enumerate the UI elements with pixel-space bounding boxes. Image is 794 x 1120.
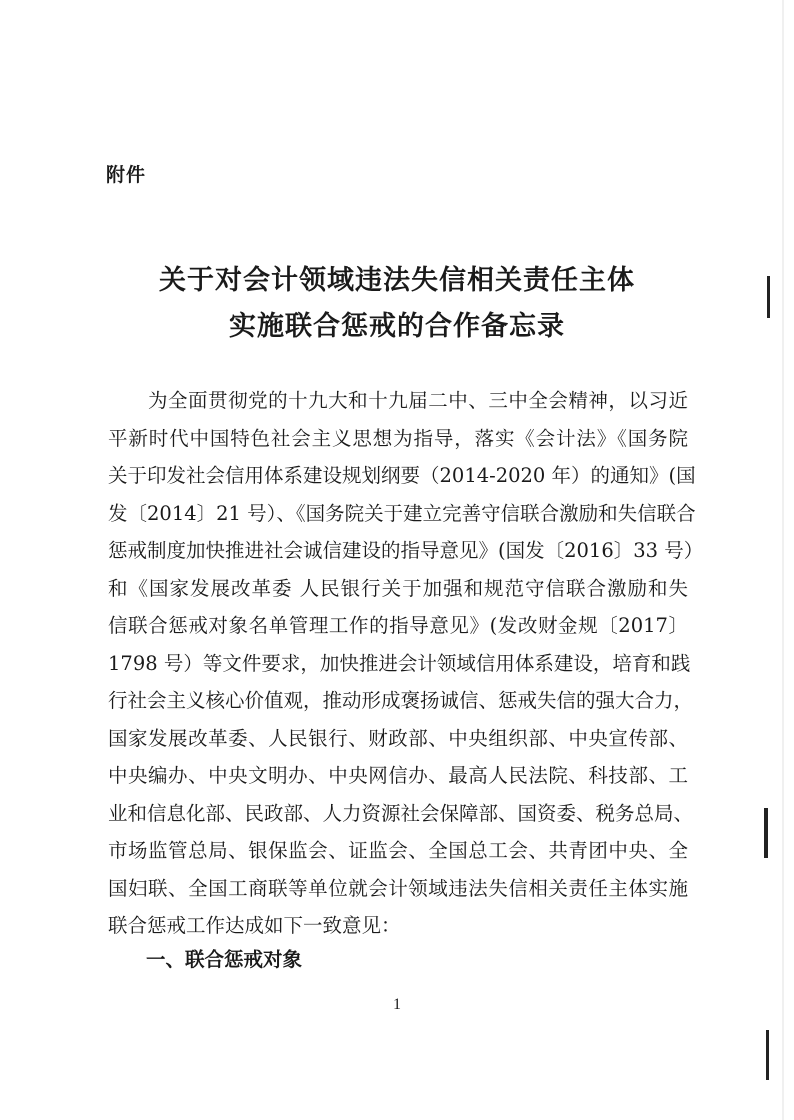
page-number: 1 (393, 996, 401, 1013)
body-line: 和《国家发展改革委 人民银行关于加强和规范守信联合激励和失 (108, 576, 688, 600)
scan-edge-mark (766, 1030, 769, 1080)
body-line: 为全面贯彻党的十九大和十九届二中、三中全会精神，以习近 (148, 389, 688, 412)
scan-edge-shadow (782, 0, 784, 1120)
body-line: 行社会主义核心价值观，推动形成褒扬诚信、惩戒失信的强大合力， (108, 689, 694, 712)
body-line: 中央编办、中央文明办、中央网信办、最高人民法院、科技部、工 (108, 764, 688, 787)
body-line: 业和信息化部、民政部、人力资源社会保障部、国资委、税务总局、 (108, 801, 694, 825)
document-title-line-2: 实施联合惩戒的合作备忘录 (229, 311, 565, 342)
body-line: 关于印发社会信用体系建设规划纲要（2014-2020 年）的通知》(国 (108, 464, 696, 487)
body-line: 联合惩戒工作达成如下一致意见： (108, 914, 401, 937)
scan-edge-mark (764, 808, 768, 858)
body-line: 国家发展改革委、人民银行、财政部、中央组织部、中央宣传部、 (108, 726, 688, 750)
body-line: 发〔2014〕21 号）、《国务院关于建立完善守信联合激励和失信联合 (108, 501, 696, 525)
document-title (0, 258, 794, 350)
document-title-line-1: 关于对会计领域违法失信相关责任主体 (159, 265, 635, 296)
attachment-label: 附件 (106, 164, 147, 186)
body-line: 市场监管总局、银保监会、证监会、全国总工会、共青团中央、全 (108, 839, 688, 862)
body-line: 惩戒制度加快推进社会诚信建设的指导意见》(国发〔2016〕33 号） (108, 539, 704, 562)
body-line: 平新时代中国特色社会主义思想为指导，落实《会计法》《国务院 (108, 426, 688, 450)
body-line: 国妇联、全国工商联等单位就会计领域违法失信相关责任主体实施 (108, 876, 688, 900)
scan-edge-mark (767, 276, 770, 318)
body-line: 信联合惩戒对象名单管理工作的指导意见》(发改财金规〔2017〕 (108, 614, 688, 637)
section-heading: 一、联合惩戒对象 (146, 948, 303, 971)
body-line: 1798 号）等文件要求，加快推进会计领域信用体系建设，培育和践 (108, 651, 691, 675)
